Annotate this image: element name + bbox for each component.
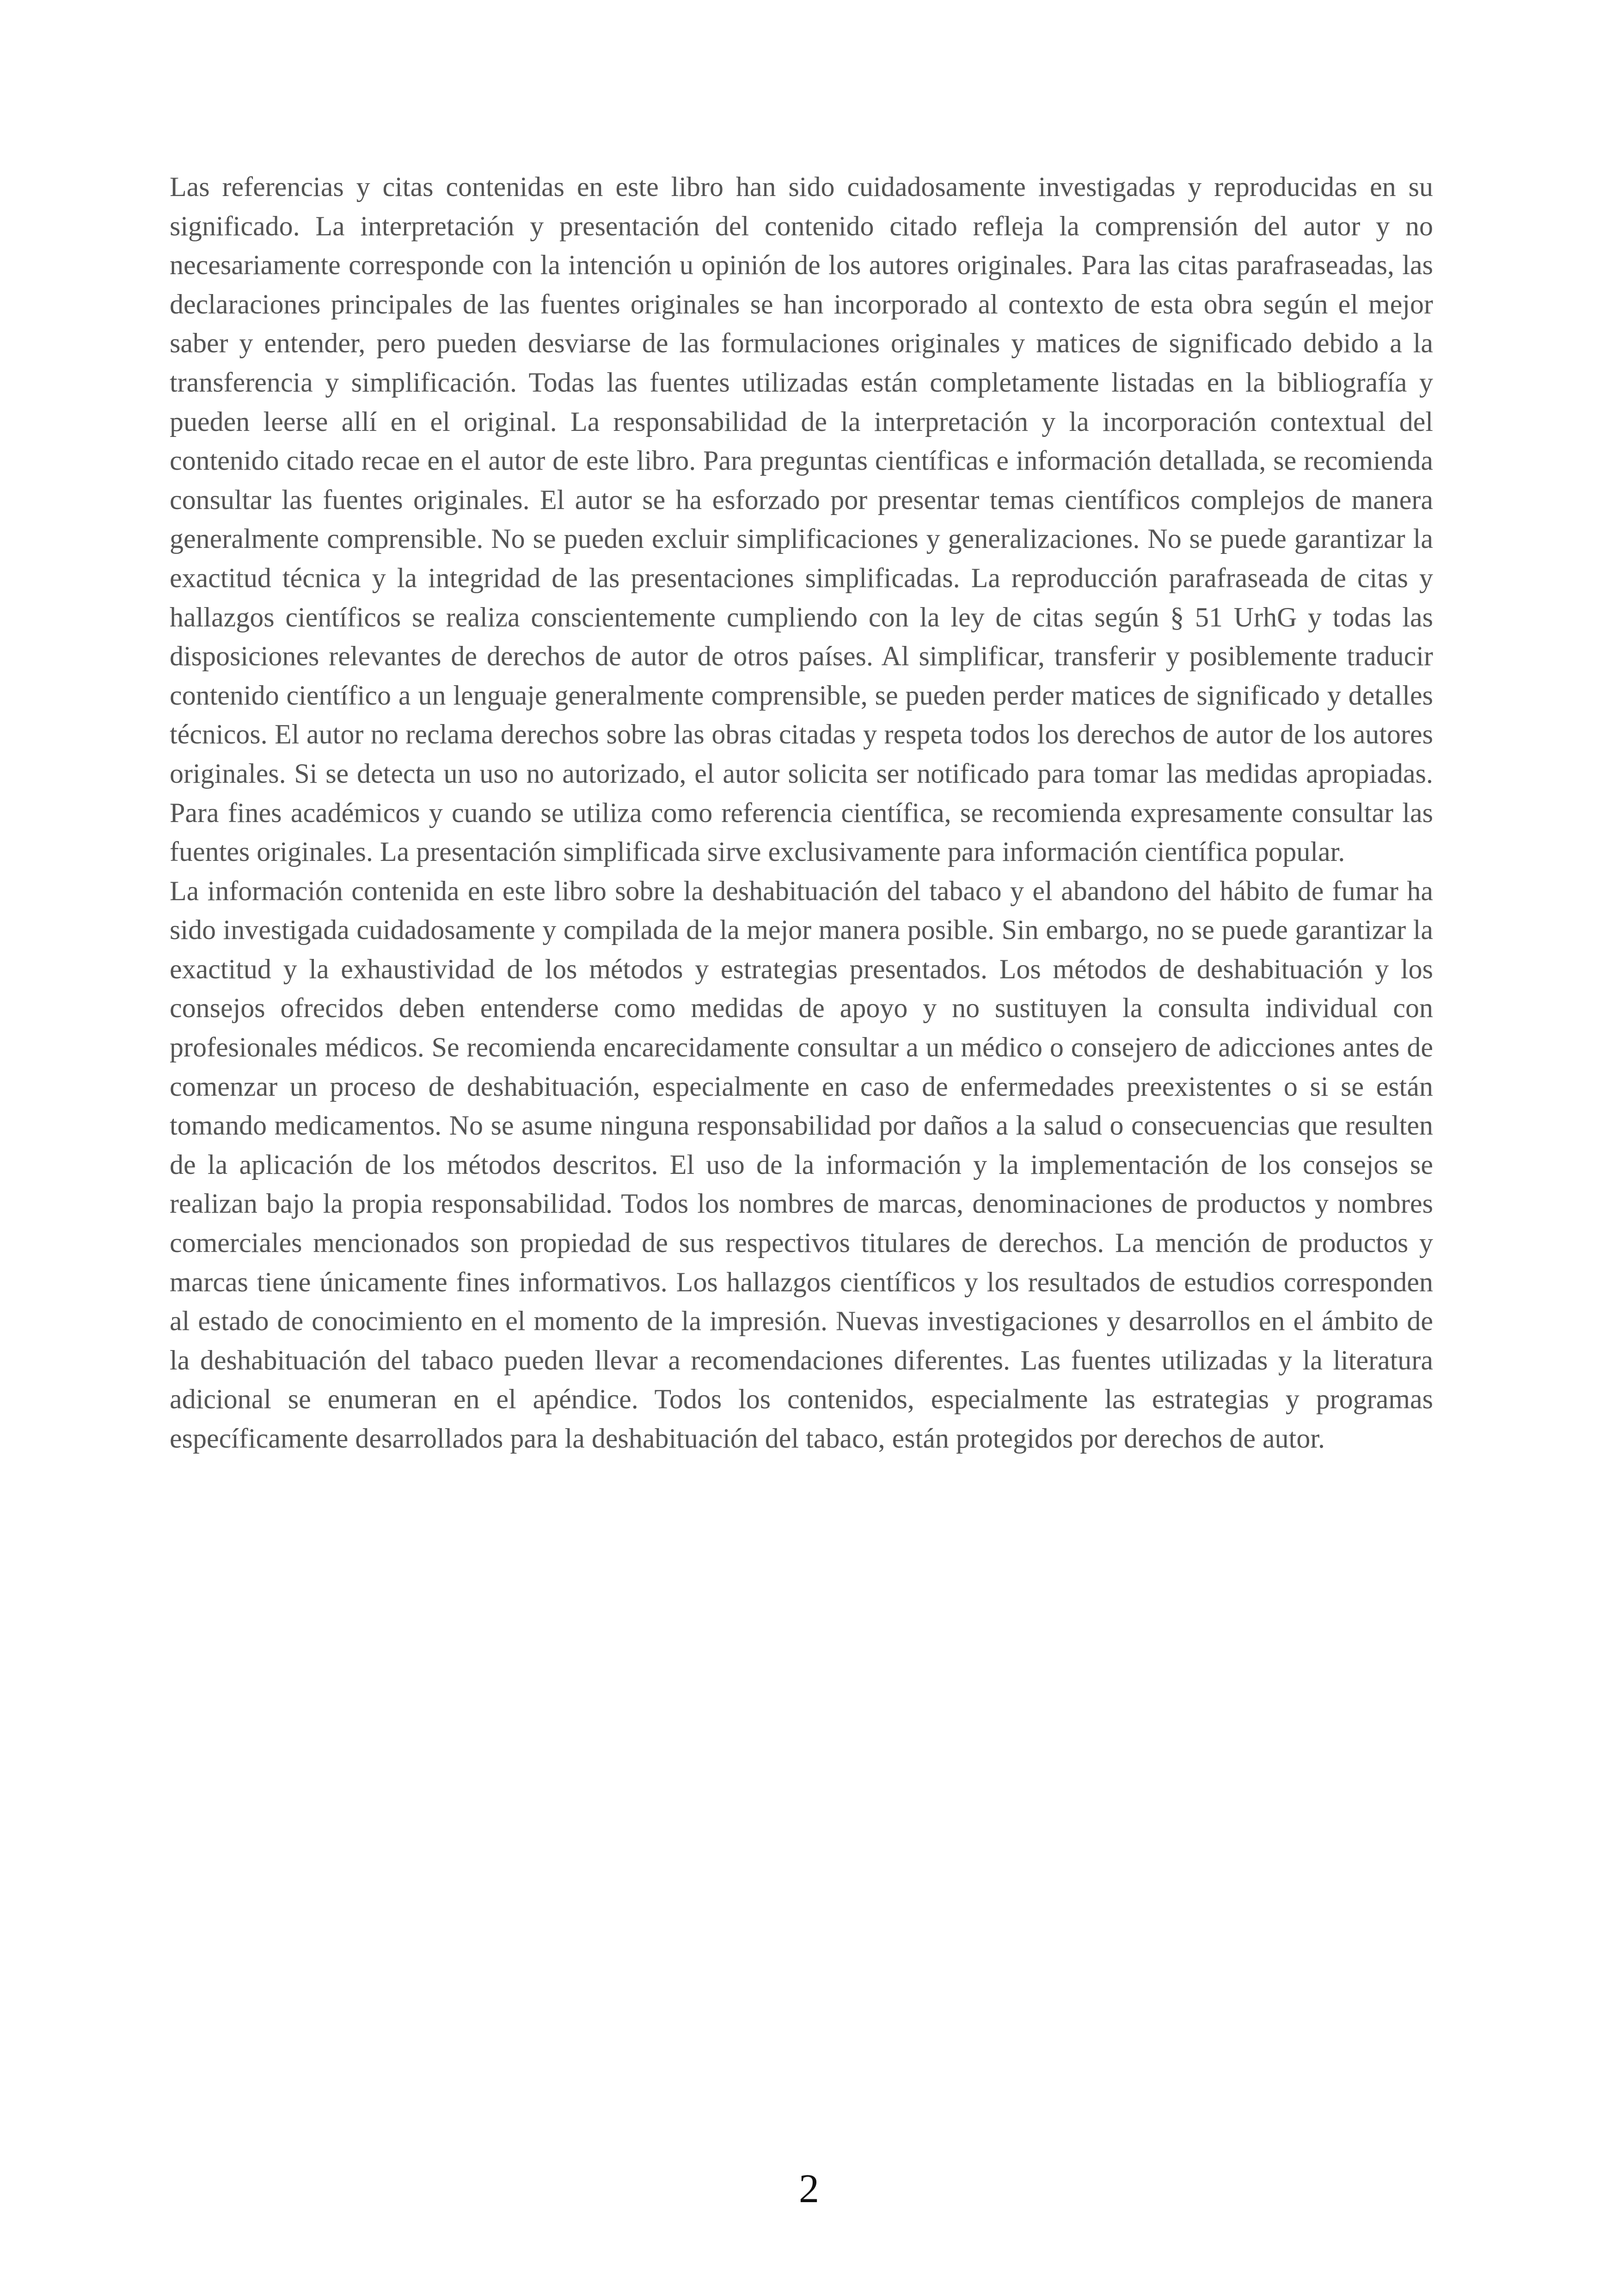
paragraph-health-disclaimer: La información contenida en este libro sobre la deshabituación del tabaco y el abandono del hábito de fumar ha sido investigada cuidadosamente y compilada de la mejor manera posible. Sin embargo, no se puede garantizar la exactitud y la exhaustividad de los métodos y estrategias presentados. Los métodos de deshabituación y los consejos ofrecidos deben entenderse como medidas de apoyo y no sustituyen la consulta individual con profesionales médicos. Se recomienda encarecidamente consultar a un médico o consejero de adicciones antes de comenzar un proceso de deshabituación, especialmente en caso de enfermedades preexistentes o si se están tomando medicamentos. No se asume ninguna responsabilidad por daños a la salud o consecuencias que resulten de la aplicación de los métodos descritos. El uso de la información y la implementación de los consejos se realizan bajo la propia responsabilidad. Todos los nombres de marcas, denominaciones de productos y nombres comerciales mencionados son propiedad de sus respectivos titulares de derechos. La mención de productos y marcas tiene únicamente fines informativos. Los hallazgos científicos y los resultados de estudios corresponden al estado de conocimiento en el momento de la impresión. Nuevas investigaciones y desarrollos en el ámbito de la deshabituación del tabaco pueden llevar a recomendaciones diferentes. Las fuentes utilizadas y la literatura adicional se enumeran en el apéndice. Todos los contenidos, especialmente las estrategias y programas específicamente desarrollados para la deshabituación del tabaco, están protegidos por derechos de autor. [170,875,1433,1454]
disclaimer-text-body [170,167,1433,1458]
page-number: 2 [799,2167,819,2211]
paragraph-citations-disclaimer: Las referencias y citas contenidas en este libro han sido cuidadosamente investigadas y reproducidas en su significado. La interpretación y presentación del contenido citado refleja la comprensión del autor y no necesariamente corresponde con la intención u opinión de los autores originales. Para las citas parafraseadas, las declaraciones principales de las fuentes originales se han incorporado al contexto de esta obra según el mejor saber y entender, pero pueden desviarse de las formulaciones originales y matices de significado debido a la transferencia y simplificación. Todas las fuentes utilizadas están completamente listadas en la bibliografía y pueden leerse allí en el original. La responsabilidad de la interpretación y la incorporación contextual del contenido citado recae en el autor de este libro. Para preguntas científicas e información detallada, se recomienda consultar las fuentes originales. El autor se ha esforzado por presentar temas científicos complejos de manera generalmente comprensible. No se pueden excluir simplificaciones y generalizaciones. No se puede garantizar la exactitud técnica y la integridad de las presentaciones simplificadas. La reproducción parafraseada de citas y hallazgos científicos se realiza conscientemente cumpliendo con la ley de citas según § 51 UrhG y todas las disposiciones relevantes de derechos de autor de otros países. Al simplificar, transferir y posiblemente traducir contenido científico a un lenguaje generalmente comprensible, se pueden perder matices de significado y detalles técnicos. El autor no reclama derechos sobre las obras citadas y respeta todos los derechos de autor de los autores originales. Si se detecta un uso no autorizado, el autor solicita ser notificado para tomar las medidas apropiadas. Para fines académicos y cuando se utiliza como referencia científica, se recomienda expresamente consultar las fuentes originales. La presentación simplificada sirve exclusivamente para información científica popular. [170,172,1433,867]
